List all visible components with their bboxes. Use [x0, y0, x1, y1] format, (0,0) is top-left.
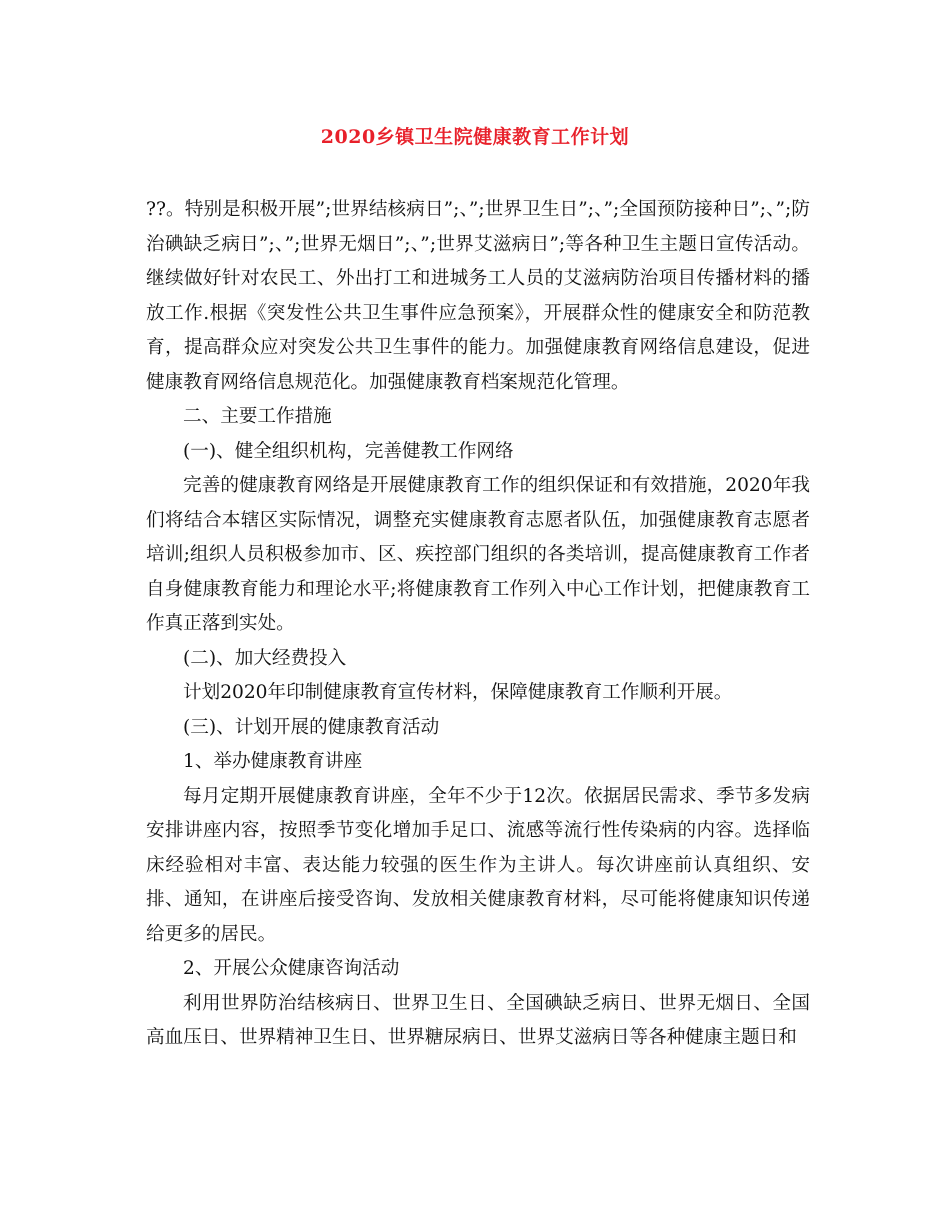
paragraph: ??。特别是积极开展”;世界结核病日”;、”;世界卫生日”;、”;全国预防接种日”;、”;防治碘缺乏病日”;、”;世界无烟日”;、”;世界艾滋病日”;等各种卫生主题日宣传活动。继续做好针对农民工、外出打工和进城务工人员的艾滋病防治项目传播材料的播放工作.根据《突发性公共卫生事件应急预案》，开展群众性的健康安全和防范教育，提高群众应对突发公共卫生事件的能力。加强健康教育网络信息建设，促进健康教育网络信息规范化。加强健康教育档案规范化管理。 [146, 199, 810, 393]
paragraph: 完善的健康教育网络是开展健康教育工作的组织保证和有效措施，2020年我们将结合本辖区实际情况，调整充实健康教育志愿者队伍，加强健康教育志愿者培训;组织人员积极参加市、区、疾控部门组织的各类培训，提高健康教育工作者自身健康教育能力和理论水平;将健康教育工作列入中心工作计划，把健康教育工作真正落到实处。 [146, 475, 810, 634]
subsection-heading: (二)、加大经费投入 [183, 647, 347, 669]
paragraph: 利用世界防治结核病日、世界卫生日、全国碘缺乏病日、世界无烟日、全国高血压日、世界精神卫生日、世界糖尿病日、世界艾滋病日等各种健康主题日和 [146, 992, 810, 1048]
section-heading: 二、主要工作措施 [183, 406, 332, 427]
subsection-heading: (一)、健全组织机构，完善健教工作网络 [183, 440, 514, 462]
subsection-heading: (三)、计划开展的健康教育活动 [183, 716, 440, 738]
document-body [146, 193, 810, 1056]
item-heading: 2、开展公众健康咨询活动 [183, 958, 400, 979]
paragraph: 每月定期开展健康教育讲座，全年不少于12次。依据居民需求、季节多发病安排讲座内容，按照季节变化增加手足口、流感等流行性传染病的内容。选择临床经验相对丰富、表达能力较强的医生作为主讲人。每次讲座前认真组织、安排、通知，在讲座后接受咨询、发放相关健康教育材料，尽可能将健康知识传递给更多的居民。 [146, 785, 810, 945]
paragraph: 计划2020年印制健康教育宣传材料，保障健康教育工作顺利开展。 [183, 682, 733, 703]
item-heading: 1、举办健康教育讲座 [183, 751, 363, 772]
document-title: 2020乡镇卫生院健康教育工作计划 [320, 126, 630, 148]
